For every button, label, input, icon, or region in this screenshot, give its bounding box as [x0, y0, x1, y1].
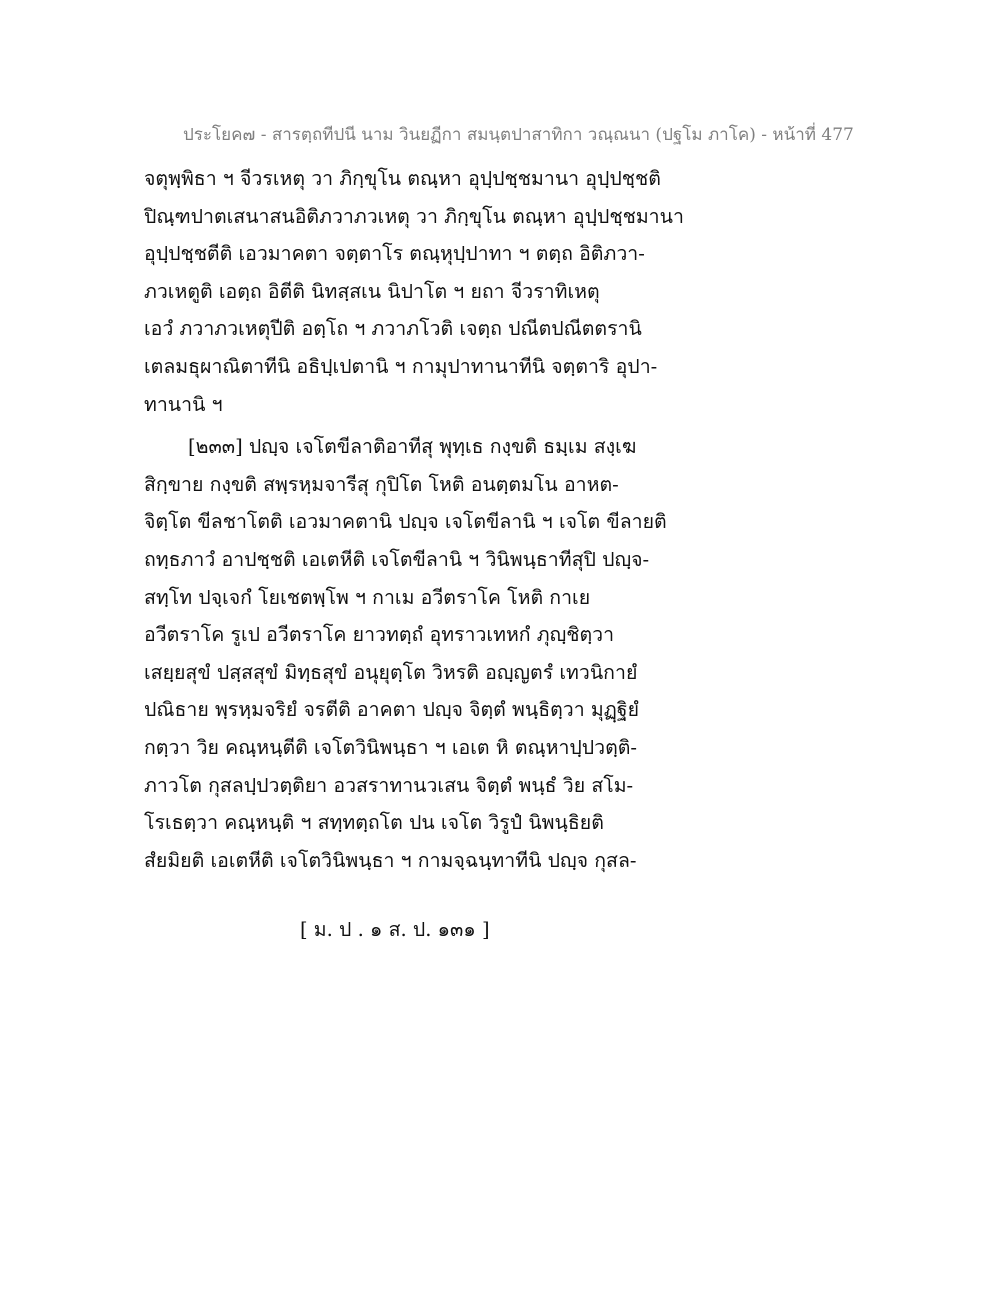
- text-line: ปณิธาย พฺรหฺมจริยํ จรตีติ อาคตา ปญฺจ จิตฺตํ พนฺธิตฺวา มุฏฺฐิยํ: [144, 698, 639, 722]
- text-line: จตุพฺพิธา ฯ จีวรเหตุ วา ภิกฺขุโน ตณฺหา อุปฺปชฺชมานา อุปฺปชฺชติ: [144, 167, 661, 190]
- text-line: กตฺวา วิย คณฺหนฺตีติ เจโตวินิพนฺธา ฯ เอเต หิ ตณฺหาปฺปวตฺติ-: [144, 735, 638, 759]
- text-line: ทานานิ ฯ: [144, 392, 223, 416]
- page-header: ประโยค๗ - สารตฺถทีปนี นาม วินยฏีกา สมนฺตปาสาทิกา วณฺณนา (ปฐโม ภาโค) - หน้าที่ 477: [183, 125, 854, 145]
- text-line: โรเธตฺวา คณฺหนฺติ ฯ สทฺทตฺถโต ปน เจโต วิรูปํ นิพนฺธิยติ: [144, 811, 604, 835]
- text-line: ภวเหตูติ เอตฺถ อิตีติ นิทสฺสเน นิปาโต ฯ ยถา จีวราทิเหตุ: [144, 279, 600, 303]
- text-line: สํยมิยติ เอเตหีติ เจโตวินิพนฺธา ฯ กามจฺฉนฺทาทีนิ ปญฺจ กุสล-: [144, 848, 637, 872]
- text-line: จิตฺโต ขีลชาโตติ เอวมาคตานิ ปญฺจ เจโตขีลานิ ฯ เจโต ขีลายติ: [144, 510, 667, 534]
- text-line: ถทฺธภาวํ อาปชฺชติ เอเตหีติ เจโตขีลานิ ฯ วินิพนฺธาทีสุปิ ปญฺจ-: [144, 547, 650, 571]
- text-line: ปิณฺฑปาตเสนาสนอิติภวาภวเหตุ วา ภิกฺขุโน ตณฺหา อุปฺปชฺชมานา: [144, 204, 684, 228]
- text-line: เอวํ ภวาภวเหตุปีติ อตฺโถ ฯ ภวาภโวติ เจตฺถ ปณีตปณีตตรานิ: [144, 317, 642, 341]
- text-line: อุปฺปชฺชตีติ เอวมาคตา จตฺตาโร ตณฺหุปฺปาทา ฯ ตตฺถ อิติภวา-: [144, 242, 645, 266]
- footnote-reference: [ ม. ป . ๑ ส. ป. ๑๓๑ ]: [300, 918, 490, 941]
- paragraph-start-line: [๒๓๓] ปญฺจ เจโตขีลาติอาทีสุ พุทฺเธ กงฺขติ ธมฺเม สงฺเฆ: [188, 435, 637, 459]
- text-line: เสยฺยสุขํ ปสฺสสุขํ มิทฺธสุขํ อนุยุตฺโต วิหรติ อญฺญตรํ เทวนิกายํ: [144, 660, 638, 684]
- text-line: เตลมธุผาณิตาทีนิ อธิปฺเปตานิ ฯ กามุปาทานาทีนิ จตฺตาริ อุปา-: [144, 354, 658, 378]
- body-text: [144, 160, 784, 879]
- text-line: อวีตราโค รูเป อวีตราโค ยาวทตฺถํ อุทราวเทหกํ ภุญฺชิตฺวา: [144, 623, 615, 647]
- text-line: สิกฺขาย กงฺขติ สพฺรหฺมจารีสุ กุปิโต โหติ อนตฺตมโน อาหต-: [144, 472, 619, 496]
- text-line: สทฺโท ปจฺเจกํ โยเชตพฺโพ ฯ กาเม อวีตราโค โหติ กาเย: [144, 585, 591, 609]
- text-line: ภาวโต กุสลปฺปวตฺติยา อวสราทานวเสน จิตฺตํ พนฺธํ วิย สโม-: [144, 773, 634, 797]
